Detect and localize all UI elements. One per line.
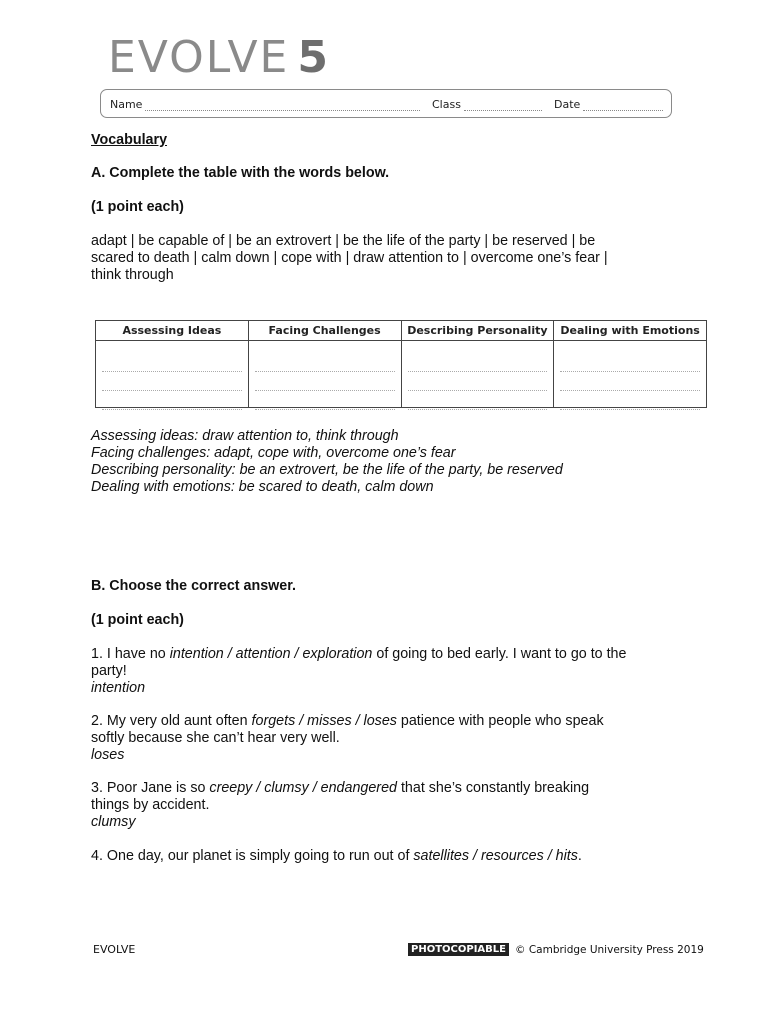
copyright-text: © Cambridge University Press 2019	[514, 943, 704, 956]
logo-number: 5	[297, 32, 330, 83]
class-label: Class	[432, 98, 461, 111]
date-label: Date	[554, 98, 581, 111]
photocopiable-badge: PHOTOCOPIABLE	[408, 943, 509, 956]
table-header: Dealing with Emotions	[554, 321, 706, 341]
q1-options: intention / attention / exploration	[169, 646, 373, 662]
part-b-instruction: B. Choose the correct answer.	[91, 578, 296, 594]
question-4: 4. One day, our planet is simply going to run out of satellites / resources / hits.	[91, 848, 582, 864]
name-line[interactable]	[145, 99, 420, 111]
footer-brand: EVOLVE	[93, 943, 136, 956]
question-1: 1. I have no intention / attention / exploration of going to bed early. I want to go to the	[91, 646, 627, 662]
part-b-points: (1 point each)	[91, 612, 184, 628]
student-info-box	[100, 89, 672, 118]
question-3-answer: clumsy	[91, 814, 136, 830]
question-1-answer: intention	[91, 680, 146, 696]
question-1-line-2: party!	[91, 663, 127, 679]
table-column	[554, 321, 706, 407]
word-bank-line-1: adapt | be capable of | be an extrovert | be the life of the party | be reserved | be	[91, 233, 596, 249]
class-line[interactable]	[464, 99, 542, 111]
category-table	[95, 320, 707, 408]
q3-options: creepy / clumsy / endangered	[209, 780, 397, 796]
part-a-points: (1 point each)	[91, 199, 184, 215]
answer-lines[interactable]	[249, 341, 401, 410]
name-label: Name	[110, 98, 143, 111]
q4-options: satellites / resources / hits	[413, 848, 578, 864]
table-column	[249, 321, 402, 407]
section-title: Vocabulary	[91, 132, 168, 148]
answer-assessing: Assessing ideas: draw attention to, think through	[91, 428, 399, 444]
table-header: Assessing Ideas	[96, 321, 248, 341]
answer-lines[interactable]	[96, 341, 248, 410]
answer-dealing: Dealing with emotions: be scared to death, calm down	[91, 479, 434, 495]
table-header: Describing Personality	[402, 321, 554, 341]
part-a-instruction: A. Complete the table with the words below.	[91, 165, 390, 181]
question-2-answer: loses	[91, 747, 125, 763]
answer-facing: Facing challenges: adapt, cope with, overcome one’s fear	[91, 445, 456, 461]
table-column	[96, 321, 249, 407]
question-3-line-2: things by accident.	[91, 797, 210, 813]
word-bank-line-2: scared to death | calm down | cope with | draw attention to | overcome one’s fear |	[91, 250, 608, 266]
name-field[interactable]	[110, 98, 420, 111]
word-bank-line-3: think through	[91, 267, 174, 283]
class-field[interactable]	[432, 98, 542, 111]
table-header: Facing Challenges	[249, 321, 401, 341]
logo-word: EVOLVE	[108, 32, 290, 83]
date-line[interactable]	[583, 99, 663, 111]
table-column	[402, 321, 555, 407]
question-2-line-2: softly because she can’t hear very well.	[91, 730, 340, 746]
footer-copyright	[408, 943, 704, 956]
answer-describing: Describing personality: be an extrovert, be the life of the party, be reserved	[91, 462, 563, 478]
evolve-logo	[108, 32, 330, 83]
date-field[interactable]	[554, 98, 663, 111]
question-3: 3. Poor Jane is so creepy / clumsy / endangered that she’s constantly breaking	[91, 780, 590, 796]
q2-options: forgets / misses / loses	[251, 713, 397, 729]
answer-lines[interactable]	[554, 341, 706, 410]
question-2: 2. My very old aunt often forgets / misses / loses patience with people who speak	[91, 713, 604, 729]
answer-lines[interactable]	[402, 341, 554, 410]
